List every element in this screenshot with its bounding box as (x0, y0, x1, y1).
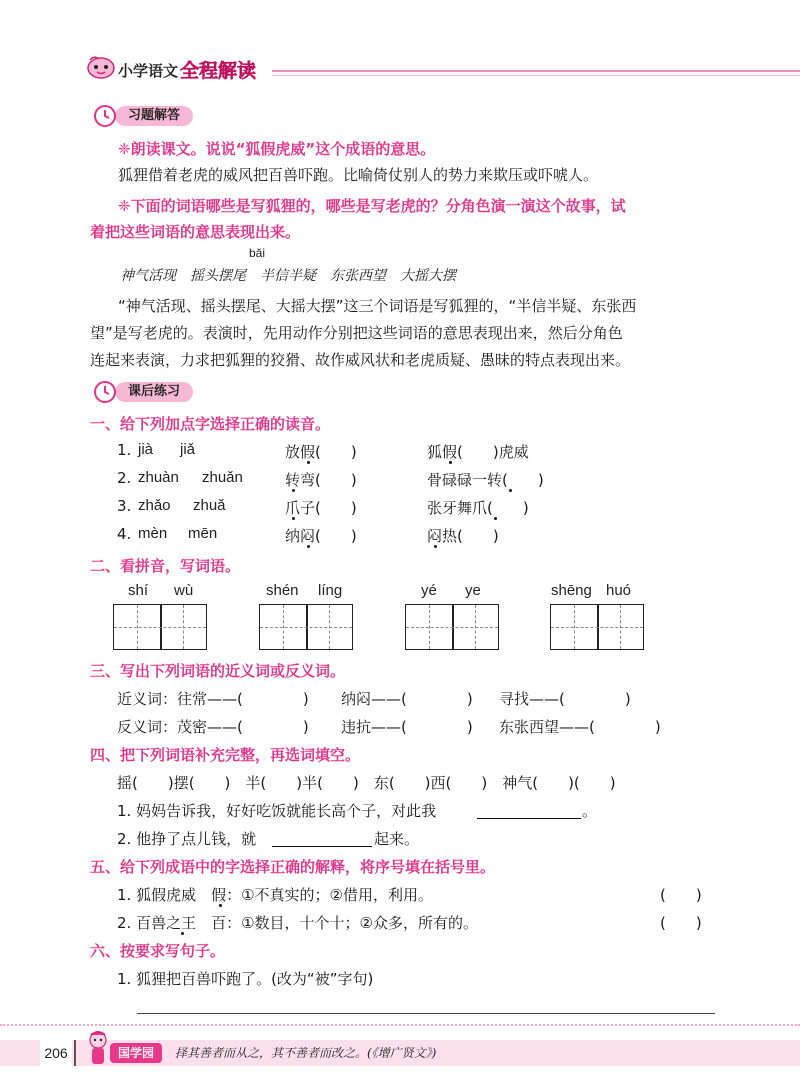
item-number: 3. (117, 497, 132, 515)
item-number: 2. (117, 469, 132, 487)
clock-icon (93, 380, 117, 404)
clock-icon (93, 104, 117, 128)
fill-words: 摇( )摆( ) 半( )半( ) 东( )西( ) 神气( )( ) (117, 774, 616, 792)
pinyin-option-2: mēn (188, 525, 218, 542)
grid-pinyin-b: ye (465, 582, 481, 599)
emphasis-dot (494, 517, 497, 520)
rewrite-item-1: 1. 狐狸把百兽吓跑了。(改为“被”字句) (117, 970, 374, 988)
pinyin-option-1: zhǎo (138, 497, 171, 514)
answer-2-line-3: 连起来表演，力求把狐狸的狡猾、故作威风状和老虎质疑、愚昧的特点表现出来。 (90, 351, 631, 369)
question-2-line-2: 着把这些词语的意思表现出来。 (90, 223, 301, 241)
synonym-label: 近义词： (117, 690, 178, 708)
antonym-item: 茂密——( ) (177, 718, 309, 736)
word-blank-1: 爪子( ) (285, 499, 357, 517)
part-2-title: 二、看拼音，写词语。 (90, 557, 241, 575)
antonym-item: 东张西望——( ) (499, 718, 661, 736)
sentence-2-end: 起来。 (374, 830, 420, 848)
answer-2-line-2: 望”是写老虎的。表演时，先用动作分别把这些词语的意思表现出来，然后分角色 (90, 324, 623, 342)
antonym-label: 反义词： (117, 718, 178, 736)
mascot-icon (86, 1030, 110, 1070)
part-3-title: 三、写出下列词语的近义词或反义词。 (90, 662, 346, 680)
grid-pinyin-b: huó (606, 582, 632, 599)
answer-blank[interactable] (272, 846, 372, 847)
badge-label: 课后练习 (115, 382, 193, 402)
item-number: 4. (117, 525, 132, 543)
answer-line[interactable] (137, 1013, 715, 1014)
pinyin-option-2: zhuǎ (193, 497, 226, 514)
footer-separator (74, 1040, 76, 1066)
sentence-1-end: 。 (582, 802, 598, 820)
emphasis-dot (292, 489, 295, 492)
emphasis-dot (449, 461, 452, 464)
footer-label: 国学园 (110, 1043, 162, 1063)
header-prefix: 小学语文 (118, 62, 179, 80)
word-blank-1: 纳闷( ) (285, 527, 357, 545)
word-blank-1: 放假( ) (285, 443, 357, 461)
word-blank-2: 骨碌碌一转( ) (427, 471, 544, 489)
part-5-title: 五、给下列成语中的字选择正确的解释，将序号填在括号里。 (90, 858, 496, 876)
page-number: 206 (40, 1038, 72, 1068)
sentence-2: 2. 他挣了点儿钱，就 (117, 830, 257, 848)
question-2-line-1: ❈下面的词语哪些是写狐狸的，哪些是写老虎的？分角色演一演这个故事，试 (118, 197, 626, 215)
emphasis-dot (219, 904, 222, 907)
header-rule (272, 70, 800, 72)
word-blank-2: 闷热( ) (427, 527, 499, 545)
header-rule-thin (272, 75, 800, 76)
pinyin-option-1: jià (138, 441, 154, 458)
emphasis-dot (307, 461, 310, 464)
emphasis-dot (434, 545, 437, 548)
emphasis-dot (307, 545, 310, 548)
synonym-item: 寻找——( ) (499, 690, 631, 708)
part-4-title: 四、把下列词语补充完整，再选词填空。 (90, 746, 361, 764)
answer-paren[interactable]: ( ) (660, 914, 702, 932)
antonym-item: 违抗——( ) (341, 718, 473, 736)
emphasis-dot (292, 517, 295, 520)
answer-blank[interactable] (477, 818, 581, 819)
pinyin-option-1: mèn (138, 525, 168, 542)
footer-quote: 择其善者而从之，其不善者而改之。(《增广贤文》) (175, 1046, 437, 1060)
pinyin-option-1: zhuàn (138, 469, 179, 486)
page-header (0, 48, 800, 88)
pinyin-bai: bǎi (249, 246, 266, 260)
part-1-title: 一、给下列加点字选择正确的读音。 (90, 415, 331, 433)
mascot-logo-icon (86, 54, 116, 80)
writing-grid[interactable] (405, 604, 499, 650)
writing-grid[interactable] (113, 604, 207, 650)
question-1: ❈朗读课文。说说“狐假虎威”这个成语的意思。 (118, 140, 436, 158)
footer-dotted-rule (0, 1024, 800, 1026)
pinyin-option-2: zhuǎn (202, 469, 243, 486)
grid-pinyin-a: shí (128, 582, 149, 599)
part-6-title: 六、按要求写句子。 (90, 942, 226, 960)
grid-pinyin-b: líng (318, 582, 343, 599)
word-blank-2: 狐假( )虎威 (427, 443, 529, 461)
grid-pinyin-a: shén (266, 582, 299, 599)
grid-pinyin-a: yé (421, 582, 437, 599)
item-number: 1. (117, 441, 132, 459)
answer-1: 狐狸借着老虎的威风把百兽吓跑。比喻倚仗别人的势力来欺压或吓唬人。 (118, 166, 599, 184)
answer-paren[interactable]: ( ) (660, 886, 702, 904)
idiom-item-2: 2. 百兽之王 百：①数目，十个十；②众多，所有的。 (117, 914, 478, 932)
writing-grid[interactable] (259, 604, 353, 650)
synonym-item: 纳闷——( ) (341, 690, 473, 708)
badge-label: 习题解答 (115, 106, 193, 126)
sentence-1: 1. 妈妈告诉我，好好吃饭就能长高个子，对此我 (117, 802, 437, 820)
synonym-item: 往常——( ) (177, 690, 309, 708)
header-title: 全程解读 (180, 60, 257, 82)
answer-2-line-1: “神气活现、摇头摆尾、大摇大摆”这三个词语是写狐狸的，“半信半疑、东张西 (118, 297, 637, 315)
idiom-item-1: 1. 狐假虎威 假：①不真实的；②借用，利用。 (117, 886, 433, 904)
grid-pinyin-a: shēng (551, 582, 592, 599)
grid-pinyin-b: wù (174, 582, 194, 599)
word-list: 神气活现 摇头摆尾 半信半疑 东张西望 大摇大摆 (120, 268, 456, 284)
word-blank-1: 转弯( ) (285, 471, 357, 489)
emphasis-dot (181, 932, 184, 935)
writing-grid[interactable] (550, 604, 644, 650)
emphasis-dot (509, 489, 512, 492)
word-blank-2: 张牙舞爪( ) (427, 499, 529, 517)
pinyin-option-2: jiǎ (180, 441, 196, 458)
